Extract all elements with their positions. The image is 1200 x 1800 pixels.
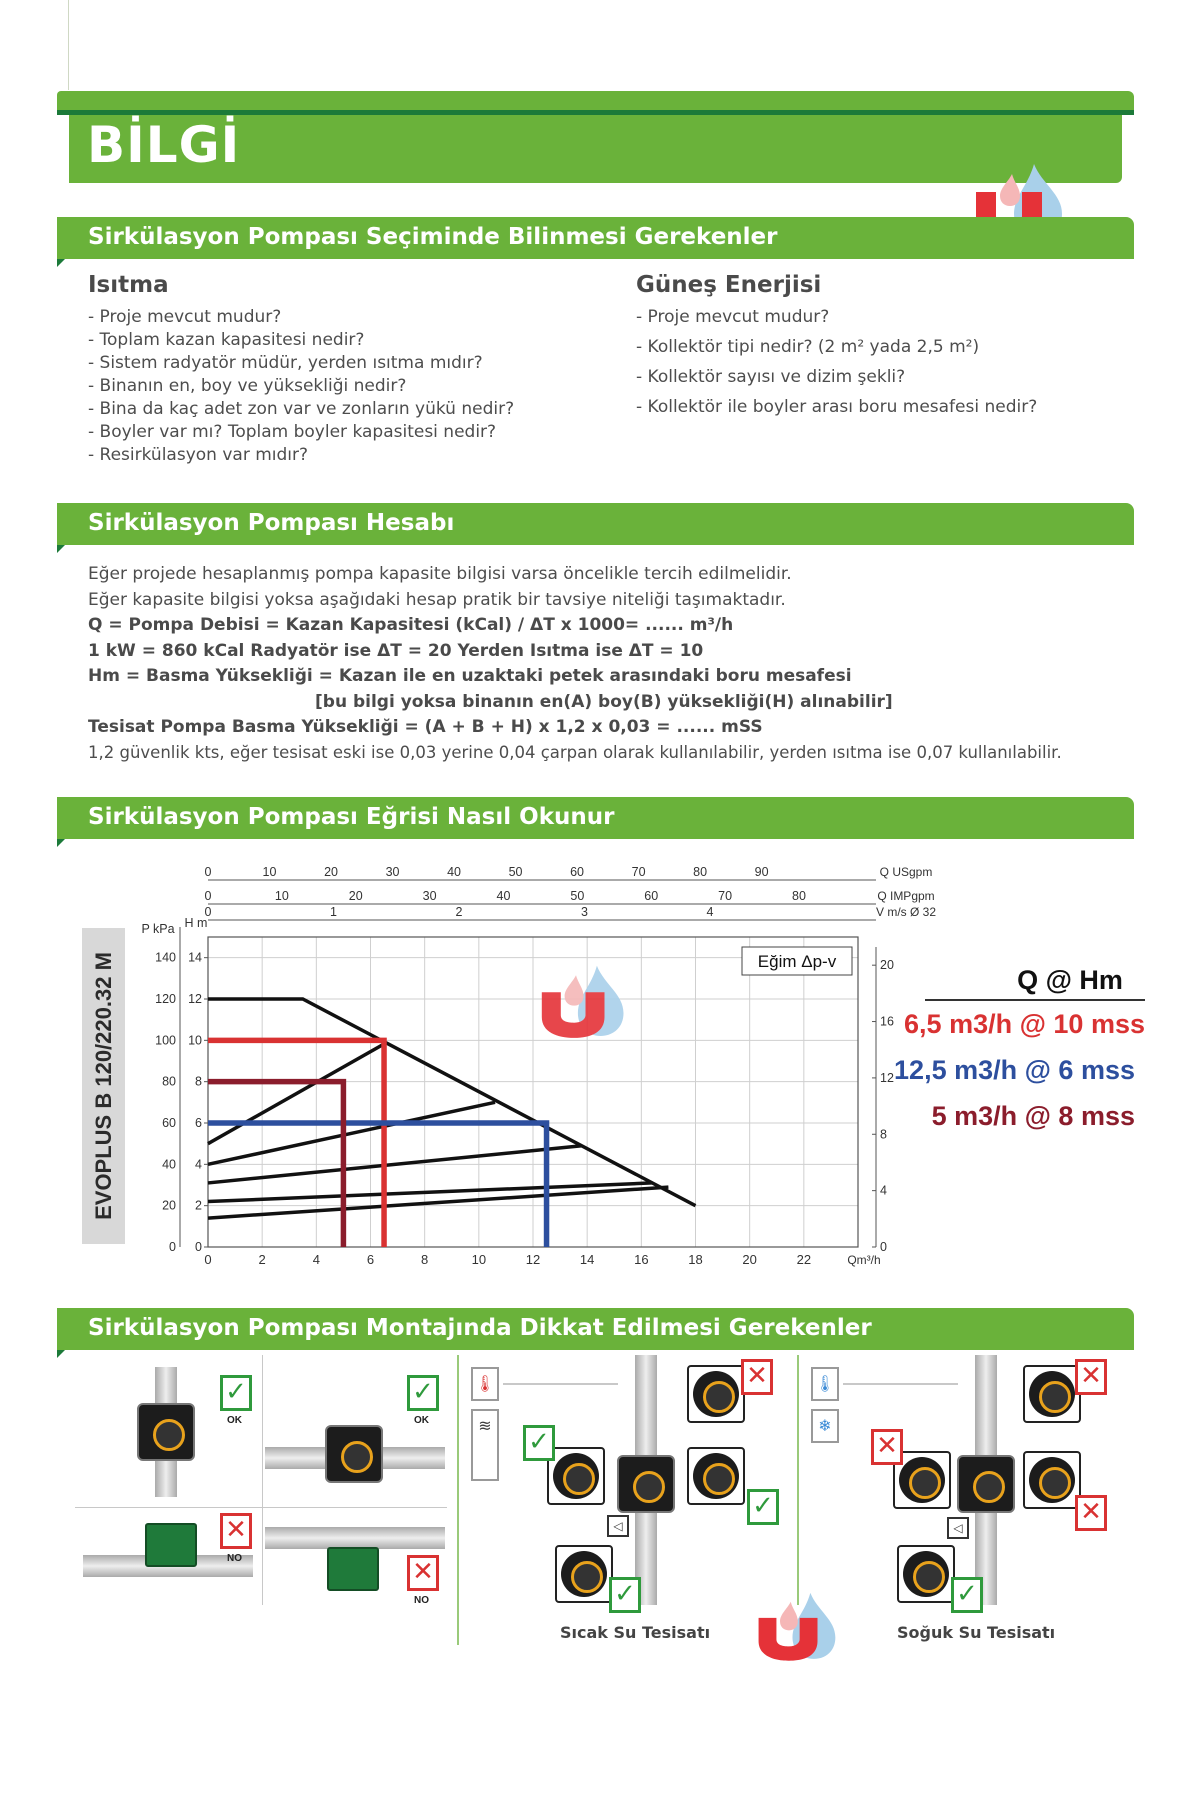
calc-formula-flow: Q = Pompa Debisi = Kazan Kapasitesi (kCal) / ΔT x 1000= ...... m³/h — [88, 615, 734, 635]
calc-line: Eğer kapasite bilgisi yoksa aşağıdaki hesap pratik bir tavsiye niteliği taşımaktadır. — [88, 589, 786, 610]
solar-question: - Kollektör ile boyler arası boru mesafesi nedir? — [636, 397, 1038, 417]
y-tick-label-kpa: 20 — [162, 1198, 176, 1213]
top-tick-label: 10 — [274, 889, 289, 903]
y-tick-label-m: 6 — [195, 1116, 202, 1130]
right-tick-label: 16 — [880, 1014, 894, 1029]
ok-caption: OK — [227, 1415, 242, 1426]
right-tick-label: 20 — [880, 958, 894, 973]
ok-mark-icon: ✓ — [220, 1375, 252, 1411]
solar-heading: Güneş Enerjisi — [636, 272, 822, 298]
y-tick-label-m: 0 — [195, 1240, 202, 1254]
top-tick-label: 2 — [455, 905, 463, 919]
calculation-text — [88, 564, 1062, 768]
top-tick-label: 80 — [792, 889, 806, 903]
pump-cold-variant — [897, 1545, 955, 1603]
top-axis-label: Q IMPgpm — [877, 889, 935, 903]
legend-row-darkred: 5 m3/h @ 8 mss — [931, 1101, 1135, 1131]
x-tick-label: 12 — [525, 1252, 541, 1267]
pump-cold-variant — [1023, 1451, 1081, 1509]
no-mark-icon: ✕ — [407, 1555, 439, 1591]
x-tick-label: 4 — [312, 1252, 320, 1267]
y-tick-label-m: 10 — [188, 1033, 202, 1048]
x-tick-label: 14 — [579, 1252, 595, 1267]
calc-line: Eğer projede hesaplanmış pompa kapasite bilgisi varsa öncelikle tercih edilmelidir. — [88, 564, 792, 584]
top-tick-label: 60 — [570, 865, 585, 879]
heating-question: - Proje mevcut mudur? — [88, 307, 282, 327]
connector-line — [503, 1383, 618, 1385]
snowflake-icon: ❄ — [811, 1409, 839, 1443]
hot-water-caption: Sıcak Su Tesisatı — [560, 1623, 711, 1642]
x-tick-label: 20 — [742, 1252, 757, 1267]
section-title-installation: Sirkülasyon Pompası Montajında Dikkat Edilmesi Gerekenler — [88, 1315, 872, 1341]
section-bar-curve — [57, 797, 1134, 839]
pump-hot-variant — [555, 1545, 613, 1603]
calc-formula-head: Hm = Basma Yüksekliği = Kazan ile en uzaktaki petek arasındaki boru mesafesi — [88, 666, 852, 686]
calc-safety-note: 1,2 güvenlik kts, eğer tesisat eski ise 0,03 yerine 0,04 çarpan olarak kullanılabilir, yerden ısıtma ise 0,07 kullanılabilir. — [88, 742, 1062, 762]
y-tick-label-m: 2 — [195, 1198, 202, 1213]
right-tick-label: 4 — [880, 1183, 887, 1198]
heating-question-list — [88, 307, 514, 468]
top-tick-label: 60 — [644, 889, 659, 903]
y-tick-label-m: 14 — [188, 950, 202, 965]
y-tick-label-kpa: 0 — [169, 1240, 176, 1254]
cold-water-caption: Soğuk Su Tesisatı — [897, 1623, 1056, 1642]
y-tick-label-m: 4 — [195, 1157, 202, 1172]
pipe — [265, 1527, 445, 1549]
x-tick-label: 0 — [204, 1252, 212, 1267]
panel-divider — [457, 1355, 459, 1645]
top-tick-label: 20 — [324, 865, 338, 879]
y-tick-label-kpa: 40 — [162, 1157, 176, 1172]
no-mark-icon: ✕ — [1075, 1359, 1107, 1395]
pump-curve-line — [208, 1102, 495, 1164]
heating-heading: Isıtma — [88, 272, 169, 298]
page-left-rule — [68, 0, 69, 90]
operating-point-line — [208, 1123, 547, 1247]
y-axis-label-m: H m — [184, 916, 208, 930]
top-tick-label: 40 — [496, 889, 511, 903]
connector-line — [843, 1383, 958, 1385]
pump-hot-variant — [687, 1447, 745, 1505]
page-title: BİLGİ — [87, 116, 241, 174]
no-mark-icon: ✕ — [220, 1513, 252, 1549]
pump-ok-horizontal — [325, 1425, 383, 1483]
section-bar-calculation — [57, 503, 1134, 545]
section-bar-corner — [57, 545, 65, 553]
top-axis-label: Q USgpm — [879, 865, 933, 879]
y-tick-label-kpa: 80 — [162, 1074, 176, 1089]
ok-mark-icon: ✓ — [951, 1577, 983, 1613]
legend-head: Q @ Hm — [925, 965, 1145, 1001]
calc-formula-installation: Tesisat Pompa Basma Yüksekliği = (A + B + H) x 1,2 x 0,03 = ...... mSS — [88, 717, 763, 737]
pump-no-motor-bottom — [327, 1547, 379, 1591]
top-tick-label: 3 — [581, 905, 588, 919]
top-tick-label: 50 — [508, 865, 523, 879]
operating-point-legend — [860, 965, 1145, 1142]
top-tick-label: 50 — [570, 889, 585, 903]
section-bar-selection — [57, 217, 1134, 259]
ok-mark-icon: ✓ — [523, 1425, 555, 1461]
top-tick-label: 1 — [330, 905, 337, 919]
top-tick-label: 30 — [422, 889, 437, 903]
no-mark-icon: ✕ — [871, 1429, 903, 1465]
x-tick-label: 6 — [366, 1252, 375, 1267]
x-tick-label: 22 — [796, 1252, 812, 1267]
header-top-strip — [57, 91, 1134, 110]
x-axis-label: Qm³/h — [847, 1253, 881, 1267]
x-tick-label: 8 — [421, 1252, 429, 1267]
top-tick-label: 70 — [718, 889, 733, 903]
watermark-logo-icon — [542, 966, 624, 1038]
pump-cold-correct — [957, 1455, 1015, 1513]
y-axis-label-kpa: P kPa — [141, 922, 175, 936]
section-bar-corner — [57, 259, 65, 267]
right-tick-label: 8 — [880, 1127, 887, 1142]
x-tick-label: 16 — [634, 1252, 649, 1267]
ok-caption: OK — [414, 1415, 429, 1426]
ok-mark-icon: ✓ — [407, 1375, 439, 1411]
section-title-selection: Sirkülasyon Pompası Seçiminde Bilinmesi Gerekenler — [88, 224, 778, 250]
no-caption: NO — [414, 1595, 429, 1606]
pump-ok-vertical — [137, 1403, 195, 1461]
section-bar-corner — [57, 1350, 65, 1358]
check-valve-icon: ◁ — [947, 1517, 969, 1539]
heating-question: - Binanın en, boy ve yüksekliği nedir? — [88, 376, 407, 396]
thermometer-cold-icon: 🌡 — [811, 1367, 839, 1401]
right-tick-label: 12 — [880, 1070, 894, 1085]
section-bar-installation — [57, 1308, 1134, 1350]
pump-hot-variant — [687, 1365, 745, 1423]
grid-divider — [262, 1355, 263, 1605]
y-tick-label-kpa: 60 — [162, 1116, 176, 1130]
mode-label: Eğim Δp-v — [757, 952, 837, 971]
heating-icons: ≋ — [471, 1409, 499, 1481]
grid-divider — [75, 1507, 447, 1508]
pump-curve-chart — [130, 860, 937, 1280]
product-label-box — [82, 928, 125, 1244]
check-valve-icon: ◁ — [607, 1515, 629, 1537]
top-tick-label: 20 — [348, 889, 363, 903]
pump-no-motor-down — [145, 1523, 197, 1567]
top-tick-label: 4 — [706, 905, 714, 919]
y-tick-label-m: 8 — [195, 1074, 202, 1089]
calc-head-note: [bu bilgi yoksa binanın en(A) boy(B) yüksekliği(H) alınabilir] — [315, 691, 893, 712]
pump-hot-correct — [617, 1455, 675, 1513]
top-tick-label: 0 — [204, 889, 212, 903]
x-tick-label: 2 — [258, 1252, 266, 1267]
section-title-curve: Sirkülasyon Pompası Eğrisi Nasıl Okunur — [88, 804, 615, 830]
pump-curve-line — [208, 1042, 387, 1143]
section-bar-corner — [57, 839, 65, 847]
top-axis-label: V m/s Ø 32 — [875, 905, 937, 919]
panel-divider — [797, 1355, 799, 1605]
solar-question: - Kollektör sayısı ve dizim şekli? — [636, 367, 906, 387]
x-tick-label: 10 — [471, 1252, 487, 1267]
solar-question: - Proje mevcut mudur? — [636, 307, 830, 327]
y-tick-label-kpa: 100 — [155, 1033, 176, 1048]
y-tick-label-kpa: 120 — [155, 992, 176, 1006]
legend-row-red: 6,5 m3/h @ 10 mss — [904, 1009, 1145, 1039]
top-tick-label: 70 — [631, 865, 646, 879]
no-caption: NO — [227, 1553, 242, 1564]
top-tick-label: 0 — [204, 905, 212, 919]
thermometer-hot-icon: 🌡 — [471, 1367, 499, 1401]
section-title-calculation: Sirkülasyon Pompası Hesabı — [88, 510, 455, 536]
top-tick-label: 10 — [262, 865, 277, 879]
top-tick-label: 90 — [754, 865, 769, 879]
installation-diagrams — [75, 1355, 1135, 1655]
top-tick-label: 40 — [447, 865, 462, 879]
calc-constants: 1 kW = 860 kCal Radyatör ise ΔT = 20 Yerden Isıtma ise ΔT = 10 — [88, 640, 704, 661]
product-label: EVOPLUS B 120/220.32 M — [90, 952, 116, 1220]
solar-question-list — [636, 307, 1037, 427]
brand-logo-icon — [755, 1587, 855, 1663]
solar-question: - Kollektör tipi nedir? (2 m² yada 2,5 m²) — [636, 337, 980, 357]
heating-question: - Boyler var mı? Toplam boyler kapasitesi nedir? — [88, 422, 497, 442]
heating-question: - Bina da kaç adet zon var ve zonların yükü nedir? — [88, 399, 515, 419]
y-tick-label-kpa: 140 — [155, 950, 176, 965]
ok-mark-icon: ✓ — [747, 1489, 779, 1525]
no-mark-icon: ✕ — [741, 1359, 773, 1395]
no-mark-icon: ✕ — [1075, 1495, 1107, 1531]
pump-cold-variant — [1023, 1365, 1081, 1423]
y-tick-label-m: 12 — [188, 992, 202, 1006]
right-tick-label: 0 — [880, 1240, 887, 1254]
heating-question: - Toplam kazan kapasitesi nedir? — [88, 330, 365, 350]
x-tick-label: 18 — [688, 1252, 703, 1267]
top-tick-label: 0 — [204, 865, 212, 879]
top-tick-label: 80 — [693, 865, 708, 879]
pump-hot-variant — [547, 1447, 605, 1505]
heating-question: - Sistem radyatör müdür, yerden ısıtma mıdır? — [88, 353, 483, 373]
legend-row-blue: 12,5 m3/h @ 6 mss — [894, 1055, 1135, 1085]
ok-mark-icon: ✓ — [609, 1577, 641, 1613]
heating-question: - Resirkülasyon var mıdır? — [88, 445, 309, 465]
top-tick-label: 30 — [385, 865, 400, 879]
